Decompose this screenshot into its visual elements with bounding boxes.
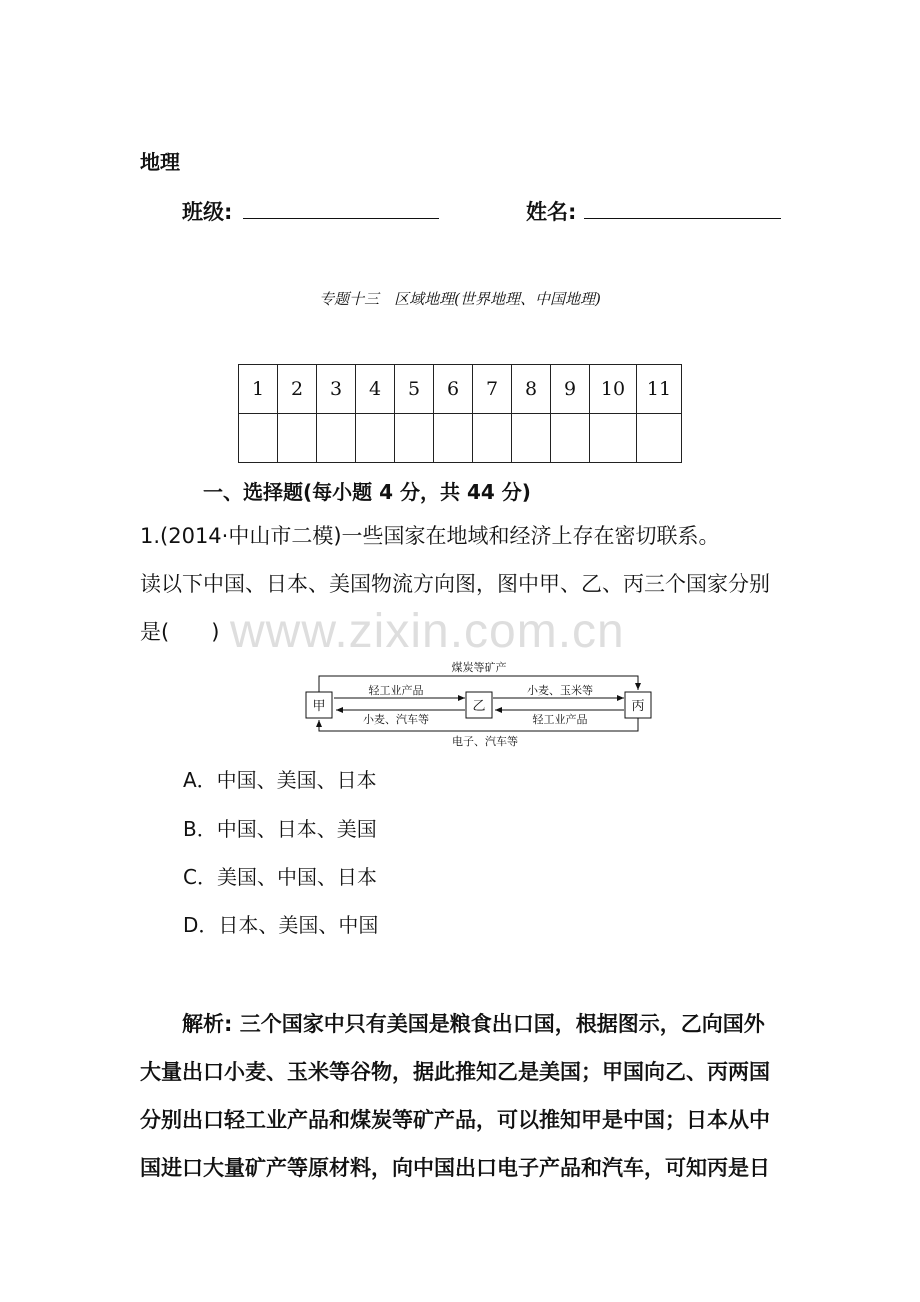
answer-number-cell: 7 [473, 365, 512, 414]
question-line-3: 是( ) [140, 620, 220, 644]
answer-number-cell: 10 [590, 365, 637, 414]
answer-number-cell: 1 [239, 365, 278, 414]
answer-number-row [239, 365, 682, 414]
c-to-b-label: 轻工业产品 [532, 713, 588, 726]
analysis-paragraph: 解析: 三个国家中只有美国是粮食出口国，根据图示，乙向国外大量出口小麦、玉米等谷物，据此推知乙是美国；甲国向乙、丙两国分别出口轻工业产品和煤炭等矿产品，可以推知甲是中国；日本从中国进口大量矿产等原材料，向中国出口电子产品和汽车，可知丙是日 [140, 1012, 770, 1180]
top-flow-label: 煤炭等矿产 [451, 661, 507, 674]
answer-blank-cell[interactable] [239, 414, 278, 463]
option-b[interactable]: B．中国、日本、美国 [183, 817, 377, 841]
option-d[interactable]: D．日本、美国、中国 [183, 913, 379, 937]
answer-blank-cell[interactable] [512, 414, 551, 463]
question-line-1 [140, 512, 720, 560]
subject-title: 地理 [140, 150, 180, 174]
answer-blank-cell[interactable] [551, 414, 590, 463]
b-to-c-label: 小麦、玉米等 [527, 684, 593, 697]
option-c[interactable]: C．美国、中国、日本 [183, 865, 377, 889]
answer-blank-cell[interactable] [590, 414, 637, 463]
a-to-b-label: 轻工业产品 [368, 684, 424, 697]
name-blank[interactable] [584, 218, 781, 219]
watermark: www.zixin.com.cn [230, 605, 625, 658]
answer-number-cell: 2 [278, 365, 317, 414]
answer-blank-cell[interactable] [317, 414, 356, 463]
answer-number-cell: 4 [356, 365, 395, 414]
answer-blank-cell[interactable] [278, 414, 317, 463]
b-to-a-label: 小麦、汽车等 [363, 713, 429, 726]
class-blank[interactable] [243, 218, 439, 219]
answer-number-cell: 8 [512, 365, 551, 414]
node-c-label: 丙 [631, 699, 645, 714]
node-b-label: 乙 [472, 699, 486, 714]
answer-number-cell: 3 [317, 365, 356, 414]
answer-blank-cell[interactable] [356, 414, 395, 463]
answer-number-cell: 11 [637, 365, 682, 414]
answer-blank-cell[interactable] [434, 414, 473, 463]
answer-blank-row [239, 414, 682, 463]
answer-blank-cell[interactable] [473, 414, 512, 463]
option-a[interactable]: A．中国、美国、日本 [183, 768, 377, 792]
class-label: 班级: [182, 200, 233, 224]
name-label: 姓名: [526, 200, 577, 224]
answer-number-cell: 6 [434, 365, 473, 414]
question-stem-part-1: 1.(2014·中山市二模)一些国家在地域和经济上存在密切联系。 [140, 524, 720, 548]
answer-blank-cell[interactable] [395, 414, 434, 463]
topic-title: 专题十三 区域地理(世界地理、中国地理) [319, 290, 601, 308]
question-line-2: 读以下中国、日本、美国物流方向图，图中甲、乙、丙三个国家分别 [140, 572, 770, 596]
answer-number-cell: 5 [395, 365, 434, 414]
answer-table [238, 364, 682, 463]
answer-number-cell: 9 [551, 365, 590, 414]
bottom-flow-label: 电子、汽车等 [452, 735, 518, 748]
trade-flow-diagram [300, 656, 662, 752]
answer-blank-cell[interactable] [637, 414, 682, 463]
section-title: 一、选择题(每小题 4 分，共 44 分) [203, 480, 531, 504]
node-a-label: 甲 [312, 699, 326, 714]
